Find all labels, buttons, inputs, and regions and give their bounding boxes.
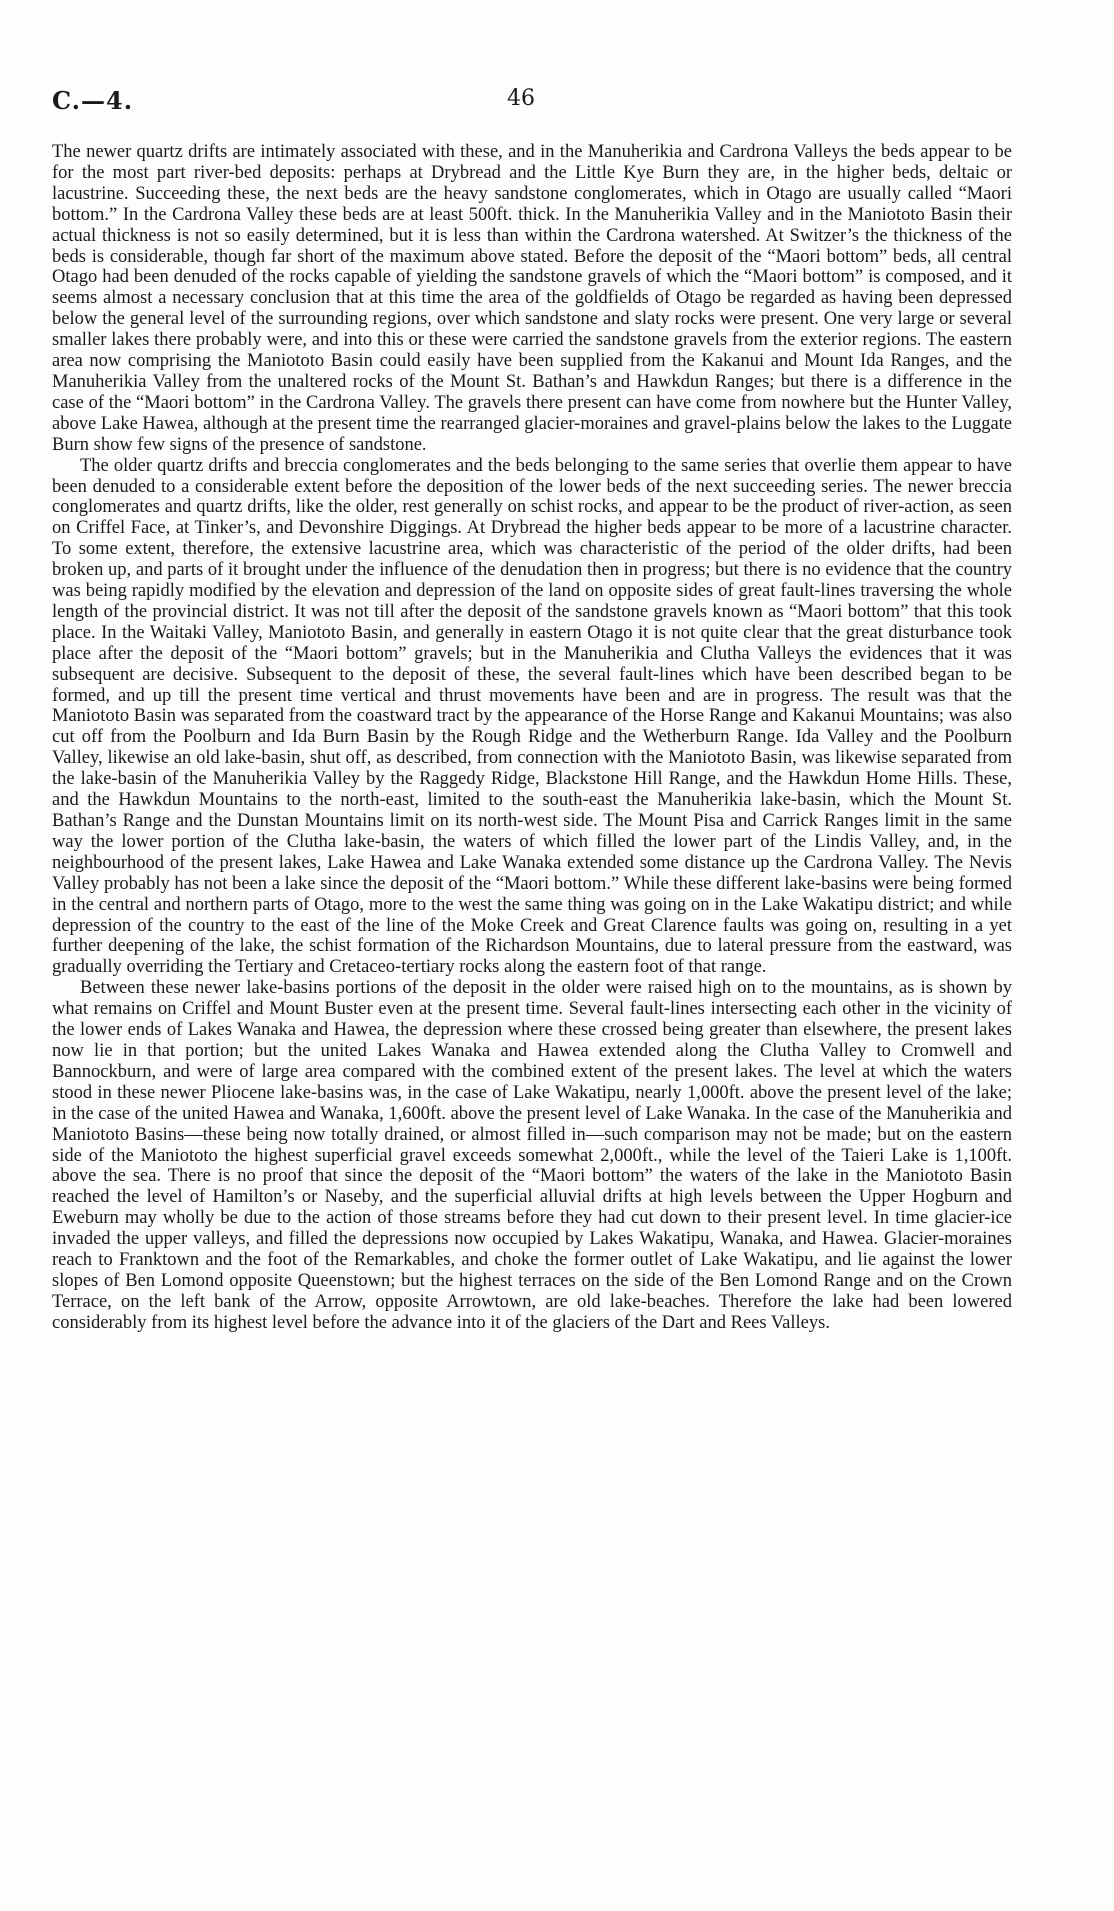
page-number: 46 <box>507 86 535 111</box>
paragraph-3: Between these newer lake-basins portions of the deposit in the older were raised high on to the mountains, as is shown by what remains on Criffel and Mount Buster even at the present time. Several fault-lines intersecting each other in the vicinity of the lower ends of Lakes Wanaka and Hawea, the depression where these crossed being greater than elsewhere, the present lakes now lie in that portion; but the united Lakes Wanaka and Hawea extended along the Clutha Valley to Cromwell and Bannockburn, and were of large area compared with the combined extent of the present lakes. The level at which the waters stood in these newer Pliocene lake-basins was, in the case of Lake Wakatipu, nearly 1,000ft. above the present level of the lake; in the case of the united Hawea and Wanaka, 1,600ft. above the present level of Lake Wanaka. In the case of the Manuherikia and Maniototo Basins—these being now totally drained, or almost filled in—such comparison may not be made; but on the eastern side of the Maniototo the highest superficial gravel exceeds somewhat 2,000ft., while the level of the Taieri Lake is 1,100ft. above the sea. There is no proof that since the deposit of the “Maori bottom” the waters of the lake in the Maniototo Basin reached the level of Hamilton’s or Naseby, and the superficial alluvial drifts at high levels between the Upper Hogburn and Eweburn may wholly be due to the action of those streams before they had cut down to their present level. In time glacier-ice invaded the upper valleys, and filled the depressions now occupied by Lakes Wakatipu, Wanaka, and Hawea. Glacier-moraines reach to Franktown and the foot of the Remarkables, and choke the former outlet of Lake Wakatipu, and lie against the lower slopes of Ben Lomond opposite Queenstown; but the highest terraces on the side of the Ben Lomond Range and on the Crown Terrace, on the left bank of the Arrow, opposite Arrowtown, are old lake-beaches. Therefore the lake had been lowered considerably from its highest level before the advance into it of the glaciers of the Dart and Rees Valleys. <box>52 978 1012 1333</box>
paragraph-1: The newer quartz drifts are intimately associated with these, and in the Manuherikia and Cardrona Valleys the beds appear to be for the most part river-bed deposits: perhaps at Drybread and the Little Kye Burn they are, in the higher beds, deltaic or lacustrine. Succeeding these, the next beds are the heavy sandstone conglomerates, which in Otago are usually called “Maori bottom.” In the Cardrona Valley these beds are at least 500ft. thick. In the Manuherikia Valley and in the Maniototo Basin their actual thickness is not so easily determined, but it is less than within the Cardrona watershed. At Switzer’s the thickness of the beds is considerable, though far short of the maximum above stated. Before the deposit of the “Maori bottom” beds, all central Otago had been denuded of the rocks capable of yielding the sandstone gravels of which the “Maori bottom” is composed, and it seems almost a necessary conclusion that at this time the area of the goldfields of Otago be regarded as having been depressed below the general level of the surrounding regions, over which sandstone and slaty rocks were present. One very large or several smaller lakes there probably were, and into this or these were carried the sandstone gravels from the exterior regions. The eastern area now comprising the Maniototo Basin could easily have been supplied from the Kakanui and Mount Ida Ranges, and the Manuherikia Valley from the unaltered rocks of the Mount St. Bathan’s and Hawkdun Ranges; but there is a difference in the case of the “Maori bottom” in the Cardrona Valley. The gravels there present can have come from nowhere but the Hunter Valley, above Lake Hawea, although at the present time the rearranged glacier-moraines and gravel-plains below the lakes to the Luggate Burn show few signs of the presence of sandstone. <box>52 142 1012 455</box>
running-head <box>52 86 1012 120</box>
paragraph-2: The older quartz drifts and breccia conglomerates and the beds belonging to the same series that overlie them appear to have been denuded to a considerable extent before the deposition of the lower beds of the next succeeding series. The newer breccia conglomerates and quartz drifts, like the older, rest generally on schist rocks, and appear to be the product of river-action, as seen on Criffel Face, at Tinker’s, and Devonshire Diggings. At Drybread the higher beds appear to be more of a lacustrine character. To some extent, therefore, the extensive lacustrine area, which was characteristic of the period of the older drifts, had been broken up, and parts of it brought under the influence of the denudation then in progress; but there is no evidence that the country was being rapidly modified by the elevation and depression of the land on opposite sides of great fault-lines traversing the whole length of the provincial district. It was not till after the deposit of the sandstone gravels known as “Maori bottom” that this took place. In the Waitaki Valley, Maniototo Basin, and generally in eastern Otago it is not quite clear that the great disturbance took place after the deposit of the “Maori bottom” gravels; but in the Manuherikia and Clutha Valleys the evidences that it was subsequent are decisive. Subsequent to the deposit of these, the several fault-lines which have been described began to be formed, and up till the present time vertical and thrust movements have been and are in progress. The result was that the Maniototo Basin was separated from the coastward tract by the appearance of the Horse Range and Kakanui Mountains; was also cut off from the Poolburn and Ida Burn Basin by the Rough Ridge and the Wetherburn Range. Ida Valley and the Poolburn Valley, likewise an old lake-basin, shut off, as described, from connection with the Maniototo Basin, was likewise separated from the lake-basin of the Manuherikia Valley by the Raggedy Ridge, Blackstone Hill Range, and the Hawkdun Home Hills. These, and the Hawkdun Mountains to the north-east, limited to the south-east the Manuherikia lake-basin, which the Mount St. Bathan’s Range and the Dunstan Mountains limit on its north-west side. The Mount Pisa and Carrick Ranges limit in the same way the lower portion of the Clutha lake-basin, the waters of which filled the lower part of the Lindis Valley, and, in the neighbourhood of the present lakes, Lake Hawea and Lake Wanaka extended some distance up the Cardrona Valley. The Nevis Valley probably has not been a lake since the deposit of the “Maori bottom.” While these different lake-basins were being formed in the central and northern parts of Otago, more to the west the same thing was going on in the Lake Wakatipu district; and while depression of the country to the east of the line of the Moke Creek and Great Clarence faults was going on, resulting in a yet further deepening of the lake, the schist formation of the Richardson Mountains, due to lateral pressure from the eastward, was gradually overriding the Tertiary and Cretaceo-tertiary rocks along the eastern foot of that range. <box>52 455 1012 978</box>
document-reference: C.—4. <box>52 86 134 115</box>
body-text <box>52 142 1012 1334</box>
